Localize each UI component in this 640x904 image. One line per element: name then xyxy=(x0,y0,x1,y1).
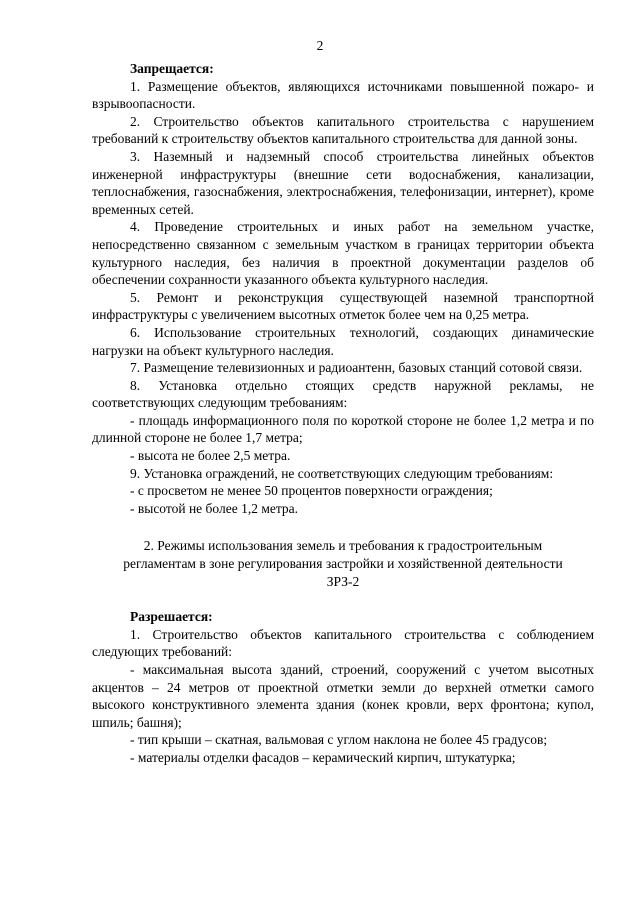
prohibited-item-2: 2. Строительство объектов капитального строительства с нарушением требований к строительству объектов капитального строительства для данной зоны. xyxy=(92,113,594,147)
prohibited-item-7: 7. Размещение телевизионных и радиоантенн, базовых станций сотовой связи. xyxy=(130,360,583,376)
spacer xyxy=(92,517,594,537)
section-title-line-2: регламентам в зоне регулирования застройки и хозяйственной деятельности xyxy=(123,556,563,572)
section-title-line-1: 2. Режимы использования земель и требования к градостроительным xyxy=(143,538,543,554)
prohibited-item-8: 8. Установка отдельно стоящих средств наружной рекламы, не соответствующих следующим требованиям: xyxy=(92,377,594,411)
prohibited-item-9-req-2: - высотой не более 1,2 метра. xyxy=(130,500,299,516)
allowed-item-1-req-2: - тип крыши – скатная, вальмовая с углом наклона не более 45 градусов; xyxy=(130,732,548,748)
prohibited-heading: Запрещается: xyxy=(130,61,214,76)
prohibited-item-9: 9. Установка ограждений, не соответствующих следующим требованиям: xyxy=(130,465,554,481)
page-number: 2 xyxy=(316,38,324,53)
allowed-heading: Разрешается: xyxy=(130,609,213,625)
spacer xyxy=(92,590,594,608)
prohibited-item-9-req-1: - с просветом не менее 50 процентов поверхности ограждения; xyxy=(130,483,493,499)
document-body xyxy=(92,60,594,767)
prohibited-item-8-req-1: - площадь информационного поля по короткой стороне не более 1,2 метра и по длинной стороне не более 1,7 метра; xyxy=(92,412,594,446)
prohibited-item-8-req-2: - высота не более 2,5 метра. xyxy=(130,448,291,464)
section-title-line-3: ЗРЗ-2 xyxy=(326,573,360,589)
prohibited-item-6: 6. Использование строительных технологий, создающих динамические нагрузки на объект культурного наследия. xyxy=(92,324,594,358)
prohibited-item-5: 5. Ремонт и реконструкция существующей наземной транспортной инфраструктуры с увеличением высотных отметок более чем на 0,25 метра. xyxy=(92,289,594,323)
prohibited-item-3: 3. Наземный и надземный способ строительства линейных объектов инженерной инфраструктуры (внешние сети водоснабжения, канализации, теплоснабжения, газоснабжения, электроснабжения, телефонизации, интернет), кроме временных сетей. xyxy=(92,148,594,217)
prohibited-item-4: 4. Проведение строительных и иных работ на земельном участке, непосредственно связанном с земельным участком в границах территории объекта культурного наследия, без наличия в проектной документации разделов об обеспечении сохранности указанного объекта культурного наследия. xyxy=(92,219,594,288)
allowed-item-1-req-3: - материалы отделки фасадов – керамический кирпич, штукатурка; xyxy=(130,749,516,765)
prohibited-item-1: 1. Размещение объектов, являющихся источниками повышенной пожаро- и взрывоопасности. xyxy=(92,78,594,112)
allowed-item-1-req-1: - максимальная высота зданий, строений, сооружений с учетом высотных акцентов – 24 метров от проектной отметки земли до верхней отметки самого высокого конструктивного элемента здания (конек кровли, верх фронтона; купол, шпиль; башня); xyxy=(92,662,594,730)
allowed-item-1: 1. Строительство объектов капитального строительства с соблюдением следующих требований: xyxy=(92,626,594,660)
